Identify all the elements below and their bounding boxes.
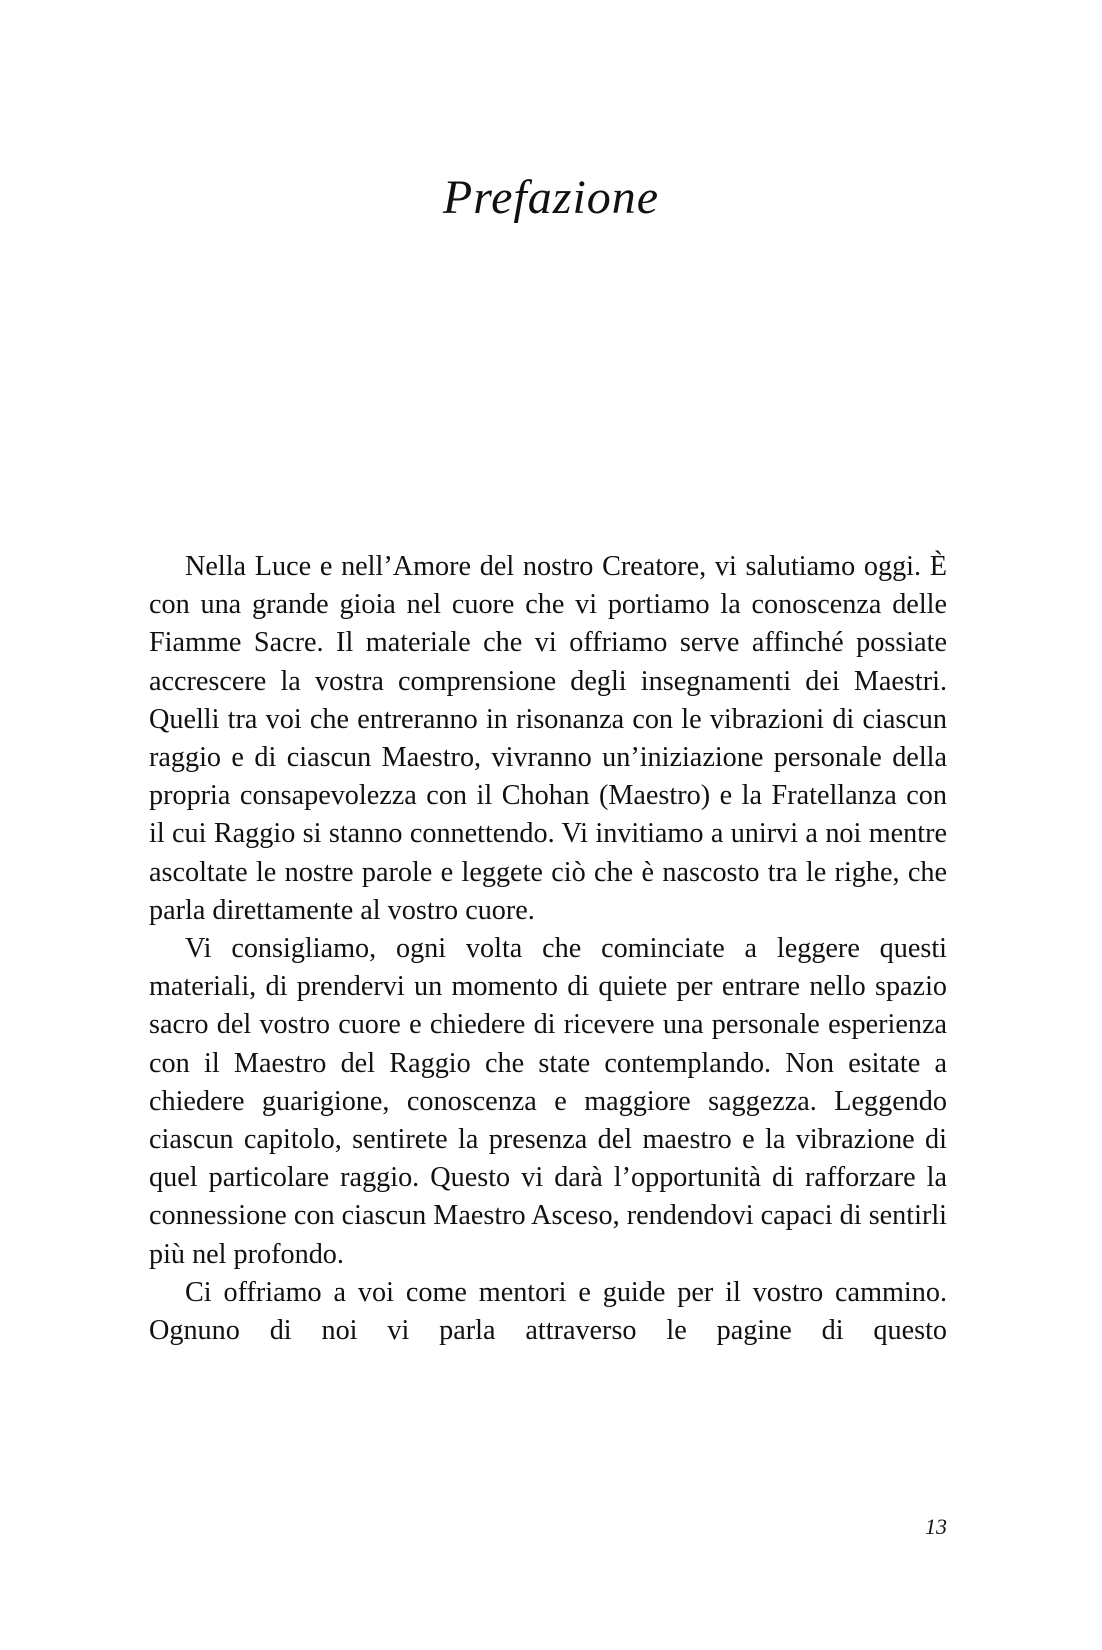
paragraph: Vi consigliamo, ogni volta che cominciate a leggere questi materiali, di prendervi un momento di quiete per entrare nello spazio sacro del vostro cuore e chiedere di ricevere una personale esperienza con il Maestro del Raggio che state contemplando. Non esitate a chiedere guarigione, conoscenza e maggiore saggezza. Leggendo ciascun capitolo, sentirete la presenza del maestro e la vibrazione di quel particolare raggio. Questo vi darà l’opportunità di rafforzare la connessione con ciascun Maestro Asceso, rendendovi capaci di sentirli più nel profondo.: [149, 933, 947, 1270]
body-text: [149, 548, 947, 1350]
chapter-title: Prefazione: [442, 171, 660, 224]
page-number: 13: [925, 1514, 947, 1539]
paragraph: Ci offriamo a voi come mentori e guide per il vostro cammino. Ognuno di noi vi parla attraverso le pagine di questo: [149, 1276, 947, 1347]
paragraph: Nella Luce e nell’Amore del nostro Creatore, vi salutiamo oggi. È con una grande gioia nel cuore che vi portiamo la conoscenza delle Fiamme Sacre. Il materiale che vi offriamo serve affinché possiate accrescere la vostra comprensione degli insegnamenti dei Maestri. Quelli tra voi che entreranno in risonanza con le vibrazioni di ciascun raggio e di ciascun Maestro, vivranno un’iniziazione personale della propria consapevolezza con il Chohan (Maestro) e la Fratellanza con il cui Raggio si stanno connettendo. Vi invitiamo a unirvi a noi mentre ascoltate le nostre parole e leggete ciò che è nascosto tra le righe, che parla direttamente al vostro cuore.: [149, 551, 947, 926]
